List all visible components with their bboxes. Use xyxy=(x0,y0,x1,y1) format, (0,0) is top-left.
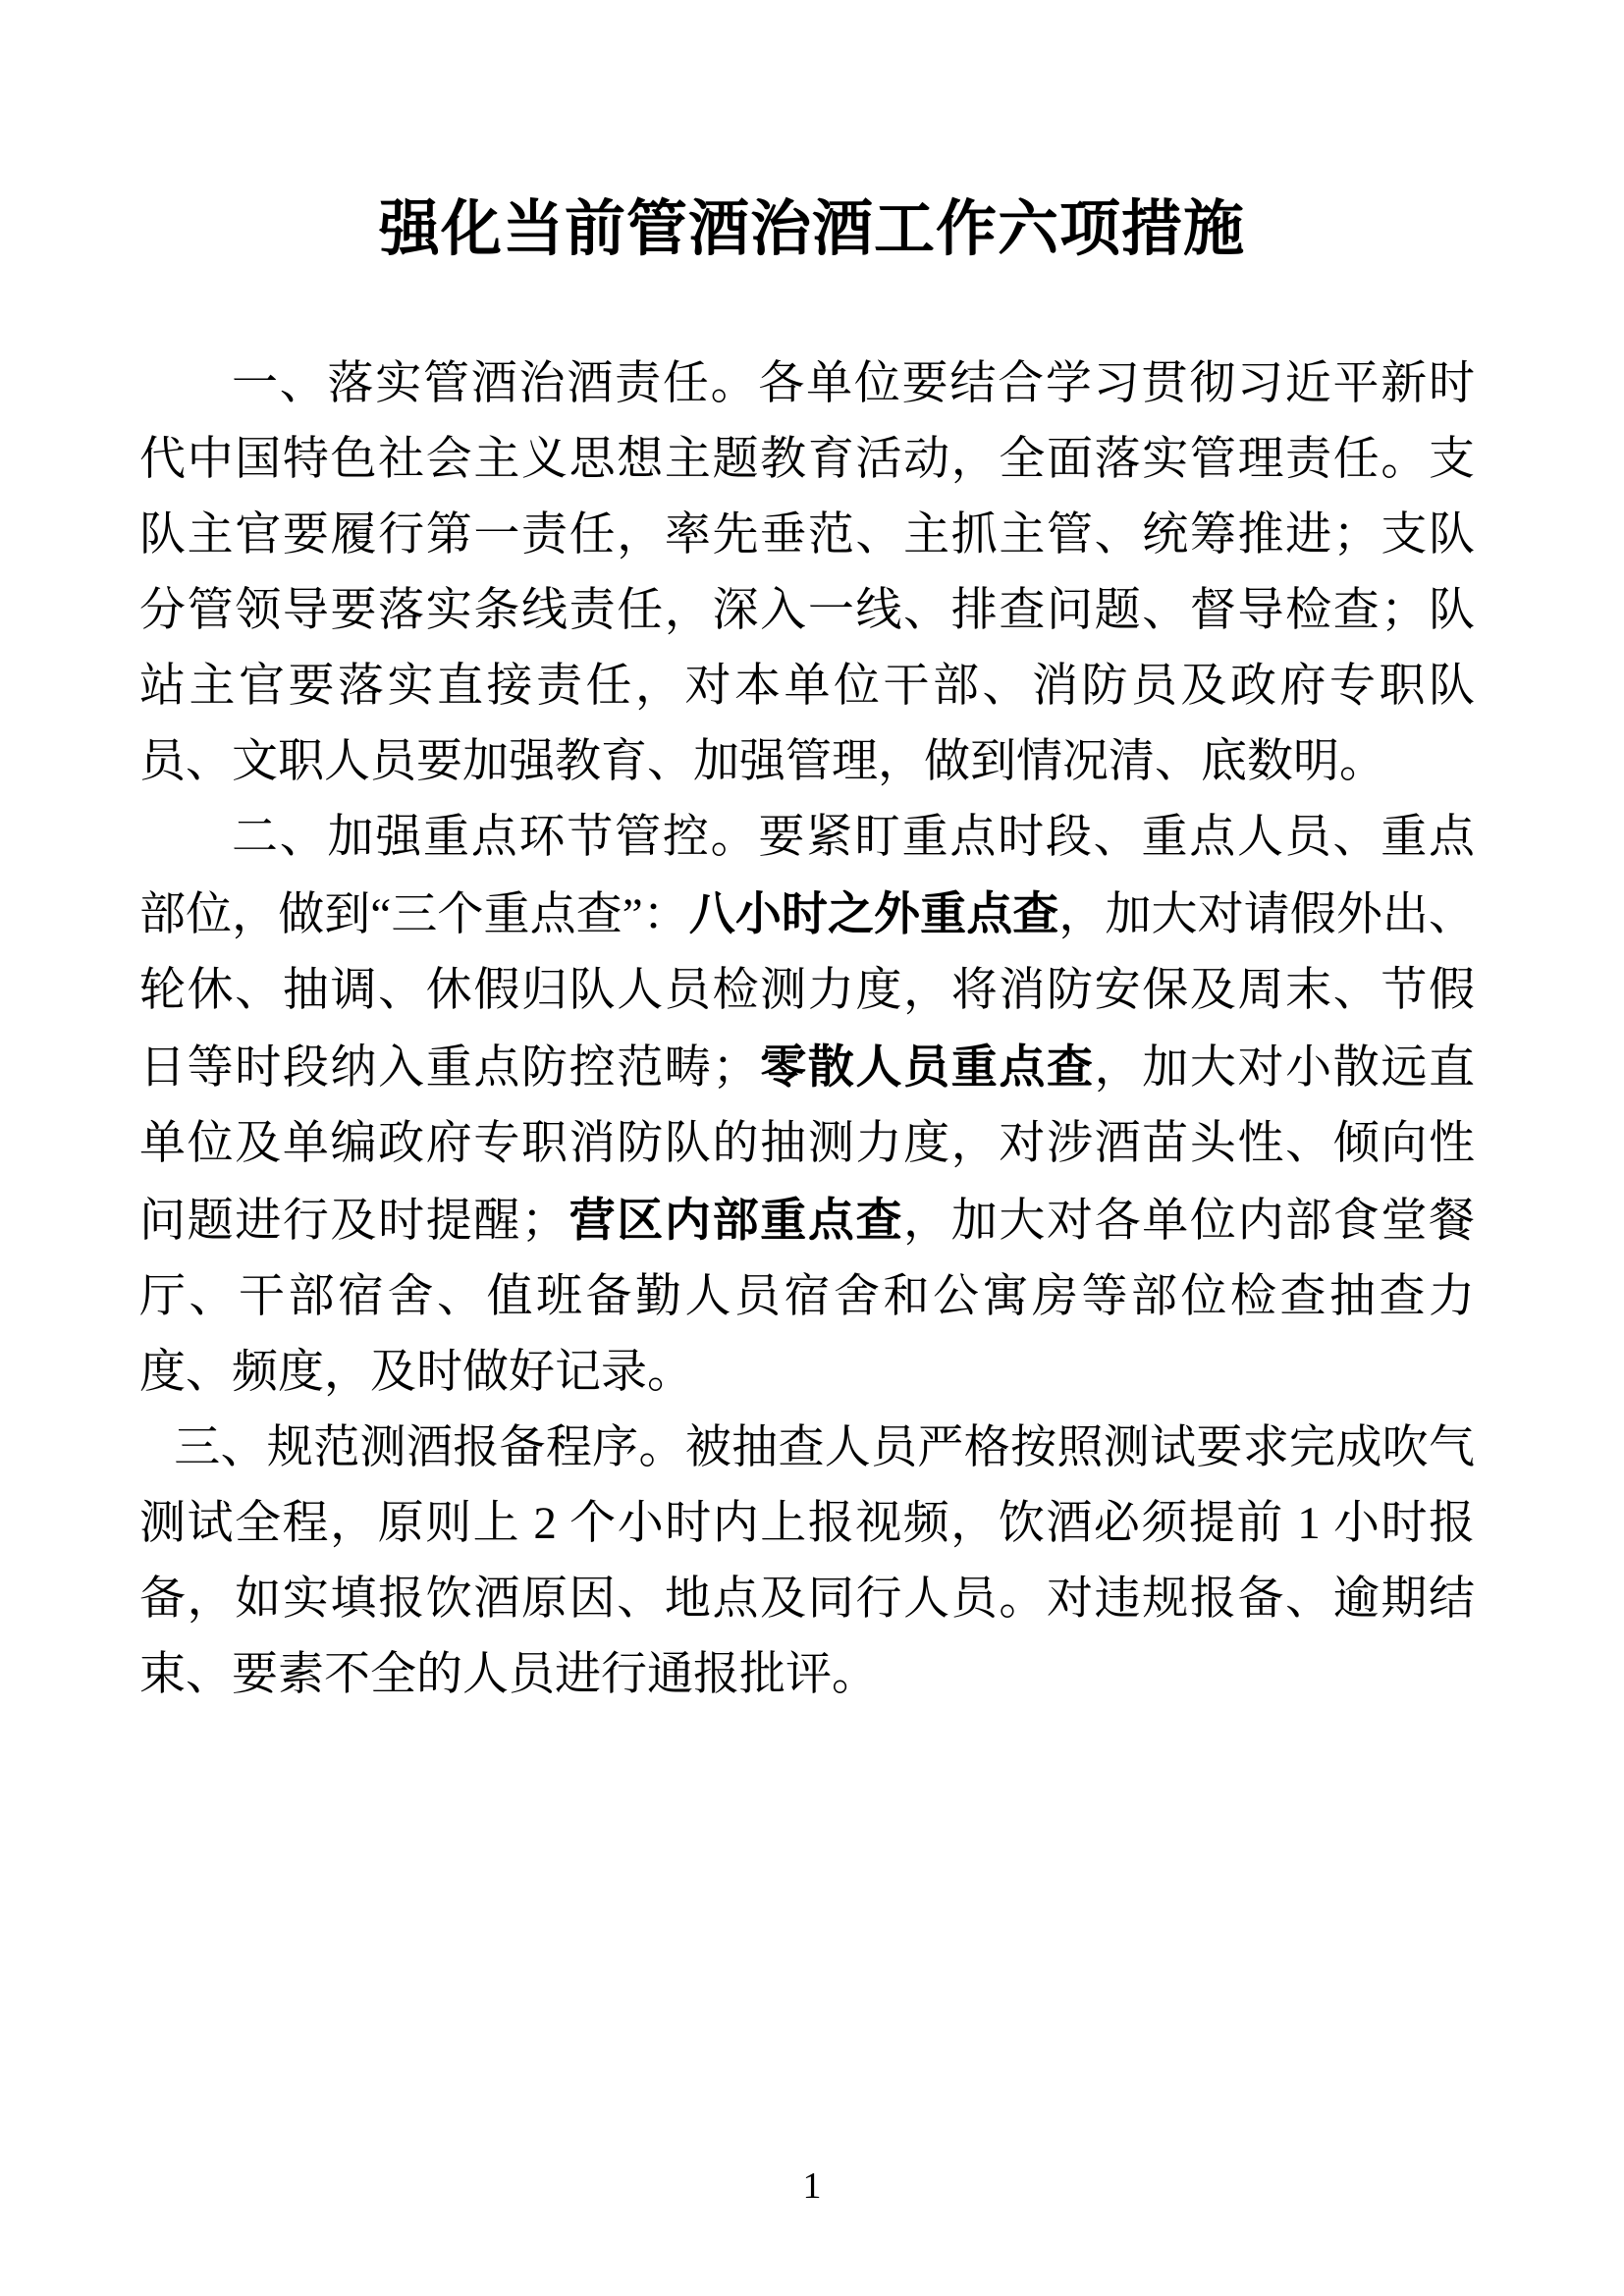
page-number: 1 xyxy=(802,2165,822,2207)
emphasis-run: 八小时之外重点查 xyxy=(688,887,1059,940)
paragraph xyxy=(139,1411,1475,1713)
text-run: 二、加强重点环节管控。要紧盯重点时段、重点人员、重点部位，做到“三个重点查”： xyxy=(139,812,1475,941)
document-title: 强化当前管酒治酒工作六项措施 xyxy=(378,195,1245,263)
text-run: 三、规范测酒报备程序。被抽查人员严格按照测试要求完成吹气测试全程，原则上 2 个小时内上报视频，饮酒必须提前 1 小时报备，如实填报饮酒原因、地点及同行人员。对违规报备、逾期结束、要素不全的人员进行通报批评。 xyxy=(139,1422,1475,1701)
text-run: 一、落实管酒治酒责任。各单位要结合学习贯彻习近平新时代中国特色社会主义思想主题教育活动，全面落实管理责任。支队主官要履行第一责任，率先垂范、主抓主管、统筹推进；支队分管领导要落实条线责任，深入一线、排查问题、督导检查；队站主官要落实直接责任，对本单位干部、消防员及政府专职队员、文职人员要加强教育、加强管理，做到情况清、底数明。 xyxy=(139,358,1475,788)
text-run: ，加大对各单位内部食堂餐厅、干部宿舍、值班备勤人员宿舍和公寓房等部位检查抽查力度、频度，及时做好记录。 xyxy=(139,1196,1476,1399)
document-body xyxy=(139,347,1475,1713)
text-run: ，加大对请假外出、轮休、抽调、休假归队人员检测力度，将消防安保及周末、节假日等时段纳入重点防控范畴； xyxy=(139,889,1475,1095)
paragraph xyxy=(139,347,1475,800)
paragraph xyxy=(139,800,1475,1411)
emphasis-run: 营区内部重点查 xyxy=(568,1194,904,1247)
emphasis-run: 零散人员重点查 xyxy=(758,1041,1095,1094)
text-run: ，加大对小散远直单位及单编政府专职消防队的抽测力度，对涉酒苗头性、倾向性问题进行及时提醒； xyxy=(139,1042,1476,1248)
